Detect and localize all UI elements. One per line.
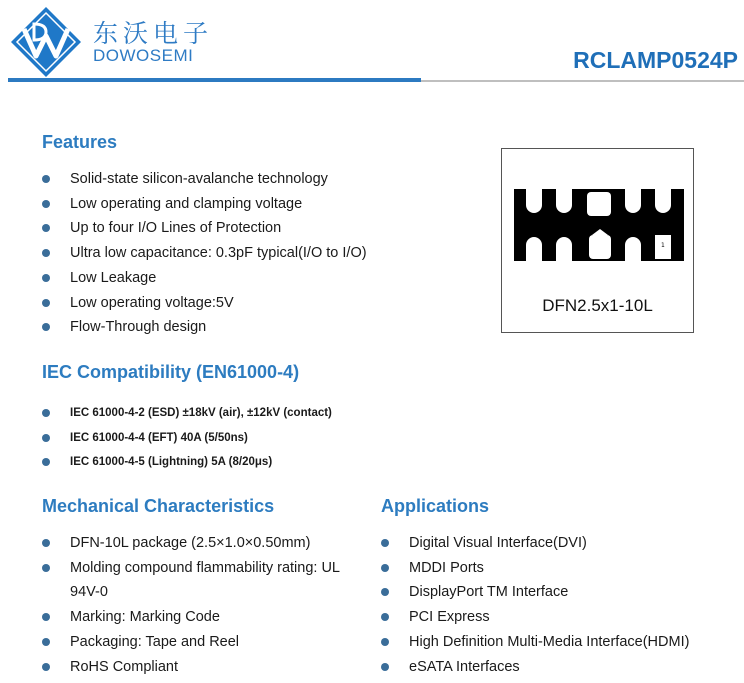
bullet-icon [381,564,389,572]
package-label: DFN2.5x1-10L [542,296,653,315]
brand-name-english: DOWOSEMI [93,46,194,65]
bullet-icon [42,638,50,646]
bullet-icon [42,323,50,331]
list-item: eSATA Interfaces [381,655,689,680]
dowosemi-logo-icon [10,6,82,78]
iec-heading: IEC Compatibility (EN61000-4) [42,362,300,382]
list-item: Solid-state silicon-avalanche technology [42,167,367,192]
list-item: Packaging: Tape and Reel [42,630,352,655]
list-item: Up to four I/O Lines of Protection [42,216,367,241]
list-item: DisplayPort TM Interface [381,580,689,605]
list-item: High Definition Multi-Media Interface(HDMI) [381,630,689,655]
bullet-icon [42,564,50,572]
bullet-icon [42,274,50,282]
features-heading: Features [42,132,118,152]
brand-name-chinese: 东沃电子 [93,19,214,48]
list-item: Low operating and clamping voltage [42,192,367,217]
list-item: Ultra low capacitance: 0.3pF typical(I/O to I/O) [42,241,367,266]
mechanical-list [42,531,352,679]
list-item: IEC 61000-4-4 (EFT) 40A (5/50ns) [42,426,332,451]
mechanical-heading: Mechanical Characteristics [42,496,275,516]
bullet-icon [381,539,389,547]
bullet-icon [42,434,50,442]
list-item: RoHS Compliant [42,655,352,680]
bullet-icon [42,613,50,621]
bullet-icon [381,588,389,596]
bullet-icon [42,249,50,257]
header-rule-gray [421,80,744,82]
list-item: IEC 61000-4-5 (Lightning) 5A (8/20μs) [42,450,332,475]
list-item: IEC 61000-4-2 (ESD) ±18kV (air), ±12kV (contact) [42,401,332,426]
header-rule-blue [8,78,421,82]
list-item: Low operating voltage:5V [42,291,367,316]
bullet-icon [381,663,389,671]
list-item: Low Leakage [42,266,367,291]
bullet-icon [42,224,50,232]
bullet-icon [42,175,50,183]
bullet-icon [381,613,389,621]
part-number-title: RCLAMP0524P [573,47,738,73]
list-item: Digital Visual Interface(DVI) [381,531,689,556]
list-item: Marking: Marking Code [42,605,352,630]
features-list [42,167,367,340]
bullet-icon [42,299,50,307]
bullet-icon [42,539,50,547]
list-item: Molding compound flammability rating: UL 94V-0 [42,556,352,605]
applications-heading: Applications [381,496,490,516]
bullet-icon [42,663,50,671]
bullet-icon [42,200,50,208]
applications-list [381,531,689,679]
list-item: DFN-10L package (2.5×1.0×0.50mm) [42,531,352,556]
dfn-package-icon [514,189,684,261]
list-item: MDDI Ports [381,556,689,581]
bullet-icon [381,638,389,646]
list-item: Flow-Through design [42,315,367,340]
list-item: PCI Express [381,605,689,630]
bullet-icon [42,458,50,466]
pin1-marker: 1 [661,242,665,249]
iec-list [42,401,332,475]
bullet-icon [42,409,50,417]
